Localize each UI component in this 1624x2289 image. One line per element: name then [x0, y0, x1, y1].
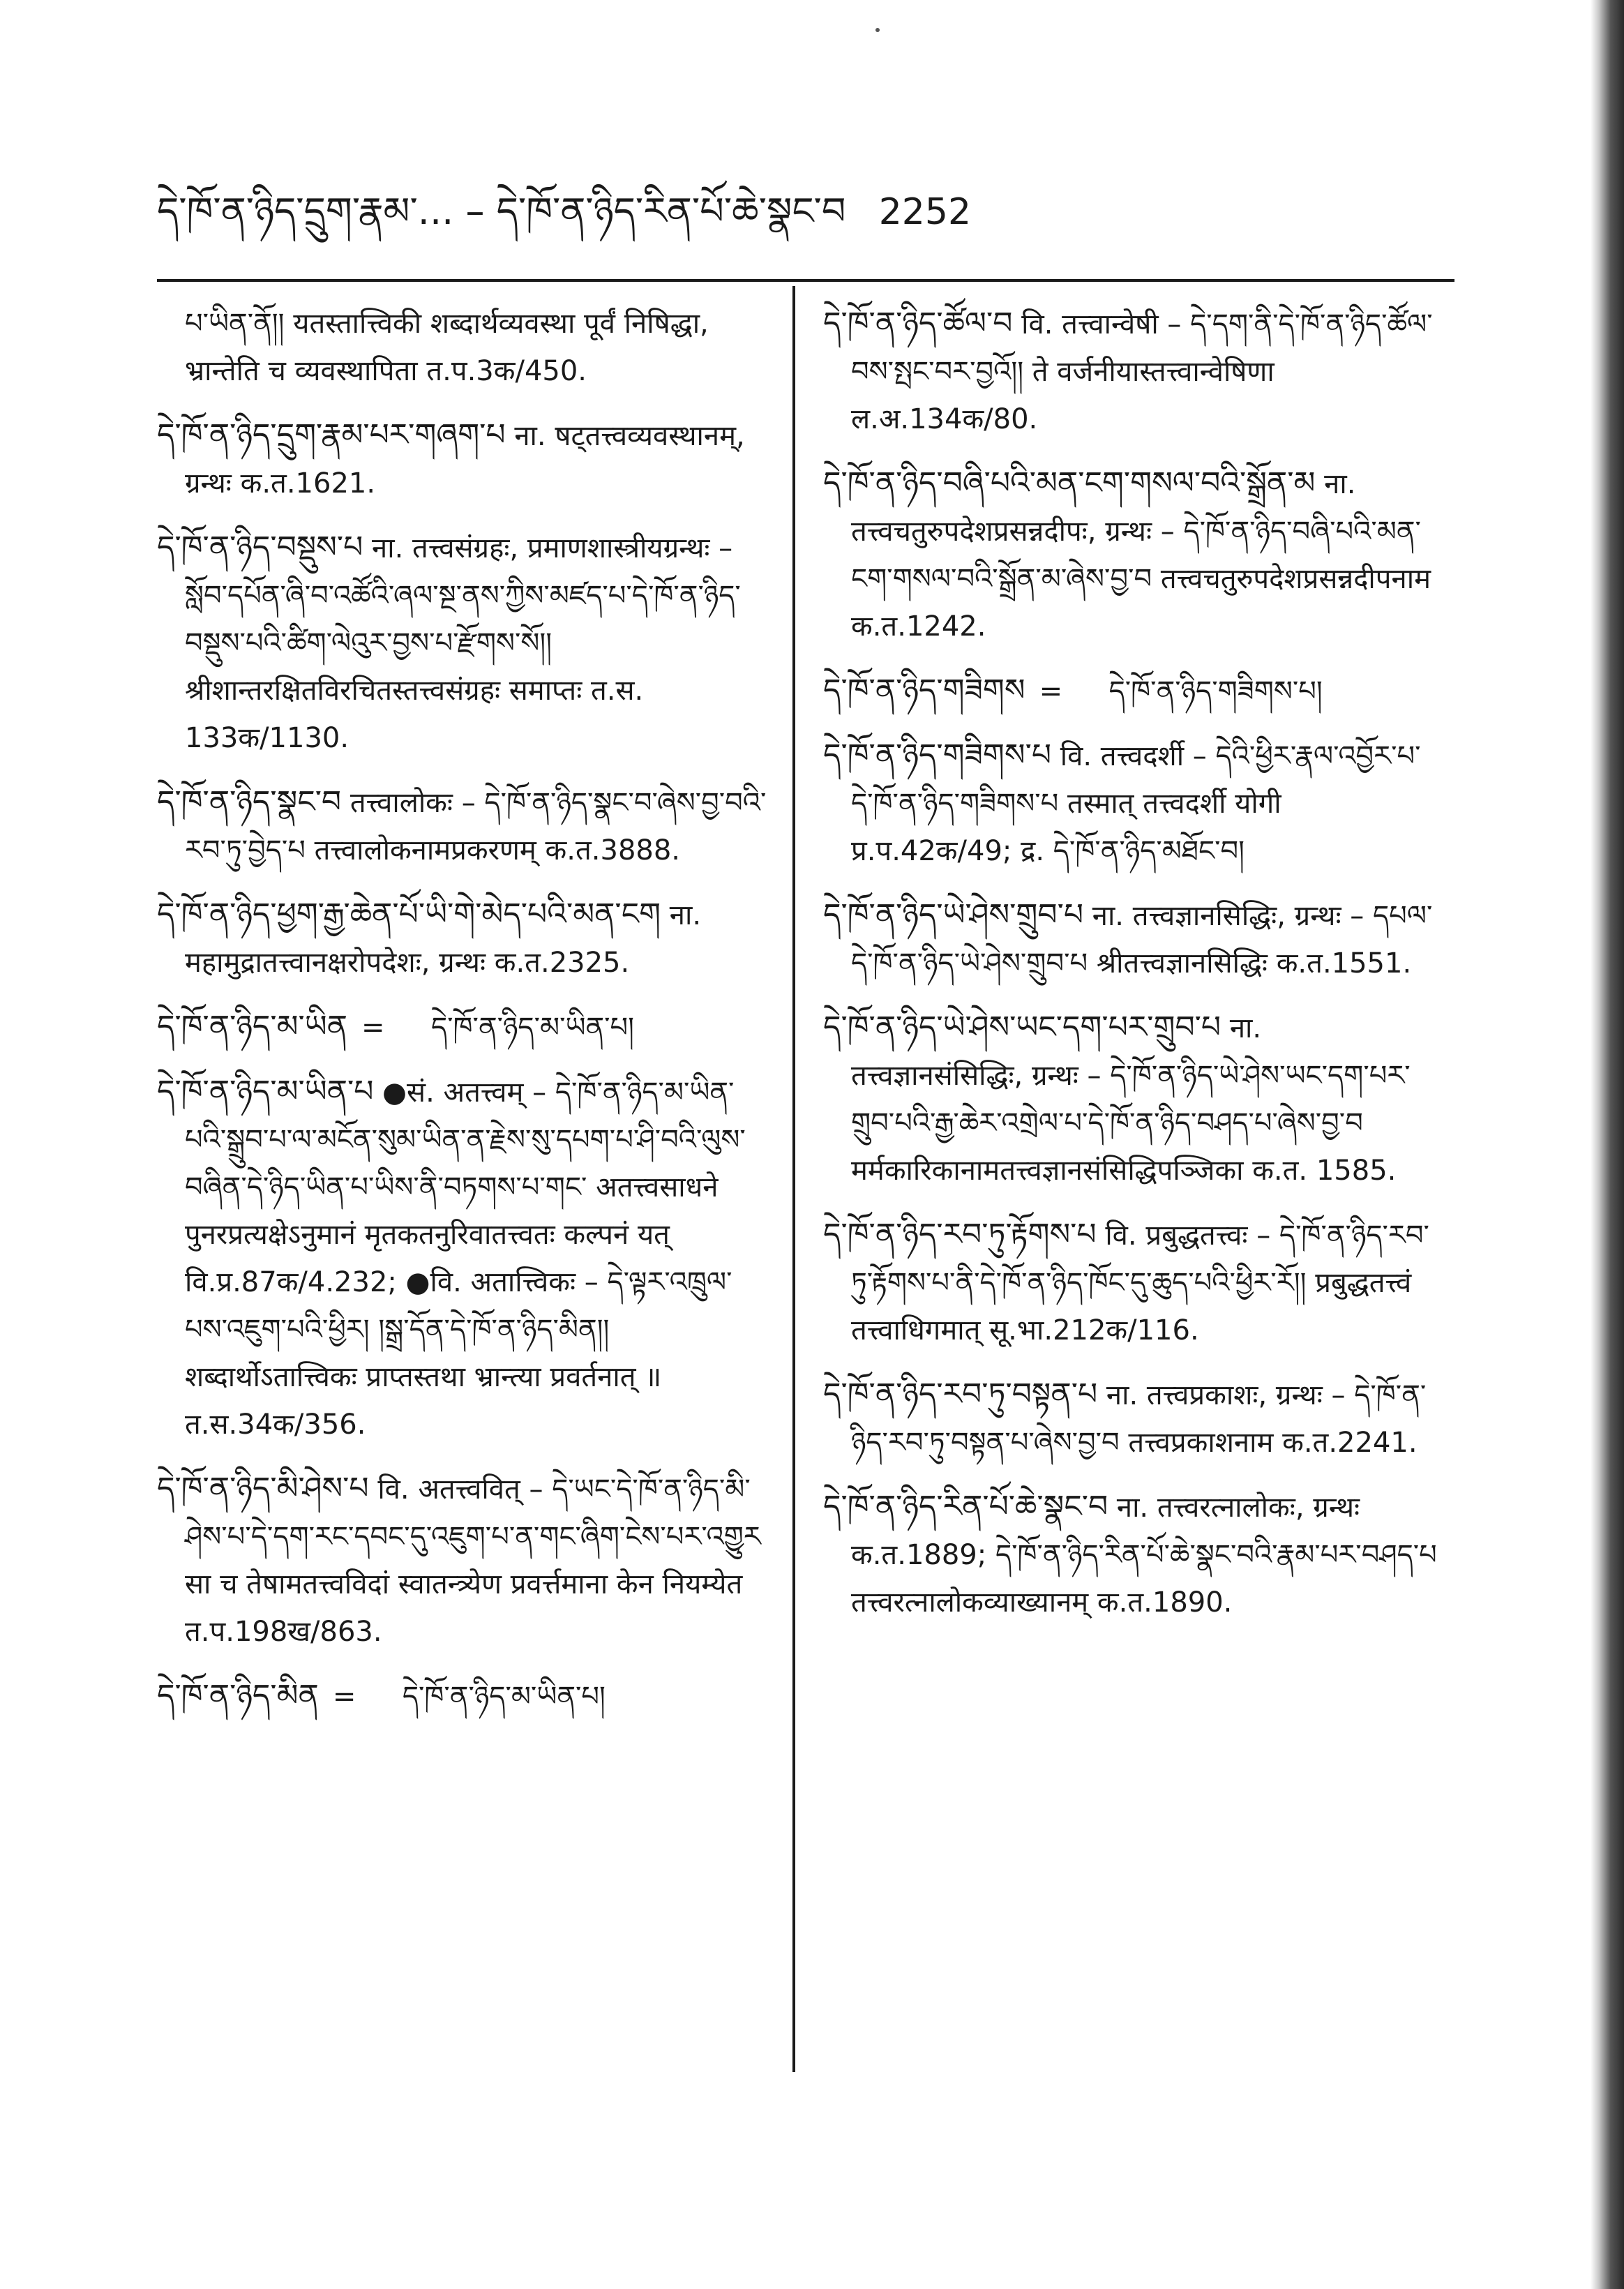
- entry-headword: དེ་ཁོ་ན་ཉིད་ཚོལ་བ: [823, 306, 1013, 341]
- entry-headword: དེ་ཁོ་ན་ཉིད་སྣང་བ: [157, 784, 342, 820]
- dictionary-entry: [823, 892, 1437, 987]
- cross-reference-target: དེ་ཁོ་ན་ཉིད་གཟིགས་པ།: [1108, 675, 1323, 707]
- header-rule: [157, 279, 1454, 282]
- entry-headword: དེ་ཁོ་ན་ཉིད་མིན: [157, 1678, 319, 1713]
- entry-headword: དེ་ཁོ་ན་ཉིད་བསྡུས་པ: [157, 530, 363, 565]
- entry-headword: དེ་ཁོ་ན་ཉིད་བཞི་པའི་མན་ངག་གསལ་བའི་སྒྲོན་མ: [823, 465, 1316, 501]
- dictionary-entry: [157, 779, 771, 874]
- entry-headword: དེ་ཁོ་ན་ཉིད་མ་ཡིན་པ: [157, 1074, 374, 1109]
- dictionary-entry: [823, 300, 1437, 443]
- entry-definition: वि. प्रबुद्धतत्त्वः – དེ་ཁོ་ན་ཉིད་རབ་ཏུ་རྟོགས་པ་ནི་དེ་ཁོ་ན་ཉིད་ཁོང་དུ་ཆུད་པའི་ཕྱིར་རོ།། प्रबुद्धतत्त्वं तत्त्वाधिगमात् सू.भा.212क/116.: [851, 1219, 1429, 1346]
- page-number: 2252: [878, 191, 972, 233]
- cross-reference-entry: དེ་ཁོ་ན་ཉིད་གཟིགས = དེ་ཁོ་ན་ཉིད་གཟིགས་པ།: [823, 673, 1323, 708]
- entry-headword: དེ་ཁོ་ན་ཉིད་རབ་ཏུ་རྟོགས་པ: [823, 1217, 1097, 1252]
- dictionary-entry: [157, 300, 771, 395]
- dictionary-entry: [157, 524, 771, 762]
- entry-definition: तत्त्वालोकः – དེ་ཁོ་ན་ཉིད་སྣང་བ་ཞེས་བྱ་བའི་རབ་ཏུ་བྱེད་པ तत्त्वालोकनामप्रकरणम् क.त.3888.: [185, 787, 767, 866]
- cross-reference-entry: དེ་ཁོ་ན་ཉིད་མིན = དེ་ཁོ་ན་ཉིད་མ་ཡིན་པ།: [157, 1678, 606, 1713]
- entry-definition: वि. तत्त्वदर्शी – དེའི་ཕྱིར་རྣལ་འབྱོར་པ་དེ་ཁོ་ན་ཉིད་གཟིགས་པ तस्मात् तत्त्वदर्शी योगी प्र.प.42क/49; द्र. དེ་ཁོ་ན་ཉིད་མཐོང་བ།: [851, 740, 1421, 867]
- entry-headword: དེ་ཁོ་ན་ཉིད་དྲུག་རྣམ་པར་གཞག་པ: [157, 417, 506, 453]
- dictionary-entry: [823, 460, 1437, 650]
- dictionary-entry: [157, 412, 771, 507]
- entry-definition: ना. षट्तत्त्वव्यवस्थानम्, ग्रन्थः क.त.1621.: [185, 420, 745, 500]
- entry-headword: དེ་ཁོ་ན་ཉིད་ཕྱག་རྒྱ་ཆེན་པོ་ཡི་གེ་མེད་པའི་མན་ངག: [157, 896, 661, 932]
- dictionary-entry: [157, 1068, 771, 1448]
- entry-definition: ना. तत्त्वज्ञानसिद्धिः, ग्रन्थः – དཔལ་དེ་ཁོ་ན་ཉིད་ཡེ་ཤེས་གྲུབ་པ श्रीतत्त्वज्ञानसिद्धिः क.त.1551.: [851, 900, 1433, 980]
- entry-definition: ना. तत्त्वचतुरुपदेशप्रसन्नदीपः, ग्रन्थः – དེ་ཁོ་ན་ཉིད་བཞི་པའི་མན་ངག་གསལ་བའི་སྒྲོན་མ་ཞེས་བྱ་བ तत्त्वचतुरुपदेशप्रसन्नदीपनाम क.त.1242.: [851, 468, 1431, 643]
- entry-headword: དེ་ཁོ་ན་ཉིད་ཡེ་ཤེས་གྲུབ་པ: [823, 897, 1084, 933]
- scan-speck: [875, 28, 880, 32]
- entry-headword: དེ་ཁོ་ན་ཉིད་མི་ཤེས་པ: [157, 1471, 369, 1506]
- entry-definition: वि. तत्त्वान्वेषी – དེ་དག་ནི་དེ་ཁོ་ན་ཉིད་ཚོལ་བས་སྤང་བར་བྱའོ།། ते वर्जनीयास्तत्त्वान्वेषिणा ल.अ.134क/80.: [851, 308, 1433, 435]
- cross-reference-target: དེ་ཁོ་ན་ཉིད་མ་ཡིན་པ།: [402, 1681, 606, 1713]
- dictionary-entry: [157, 891, 771, 986]
- entry-definition: वि. अतत्त्ववित् – དེ་ཡང་དེ་ཁོ་ན་ཉིད་མི་ཤེས་པ་དེ་དག་རང་དབང་དུ་འཇུག་པ་ན་གང་ཞིག་ངེས་པར་འགྱུར सा च तेषामतत्त्वविदां स्वातन्त्र्येण प्रवर्त्तमाना केन नियम्येत त.प.198ख/863.: [185, 1473, 761, 1648]
- entry-definition: ना. तत्त्वरत्नालोकः, ग्रन्थः क.त.1889; དེ་ཁོ་ན་ཉིད་རིན་པོ་ཆེ་སྣང་བའི་རྣམ་པར་བཤད་པ तत्त्वरत्नालोकव्याख्यानम् क.त.1890.: [851, 1492, 1437, 1619]
- page-edge-shadow: [1591, 0, 1624, 2289]
- dictionary-entry: [823, 1004, 1437, 1194]
- entry-headword: དེ་ཁོ་ན་ཉིད་ཡེ་ཤེས་ཡང་དག་པར་གྲུབ་པ: [823, 1010, 1221, 1045]
- header-term-range: དེ་ཁོ་ན་ཉིད་དྲུག་རྣམ་... – དེ་ཁོ་ན་ཉིད་རིན་པོ་ཆེ་སྣང་བ: [157, 189, 846, 233]
- dictionary-entry: [823, 1483, 1437, 1626]
- entry-headword: དེ་ཁོ་ན་ཉིད་རིན་པོ་ཆེ་སྣང་བ: [823, 1489, 1108, 1524]
- running-header: [157, 173, 1203, 250]
- entry-headword: དེ་ཁོ་ན་ཉིད་མ་ཡིན: [157, 1009, 347, 1044]
- left-column: [157, 300, 771, 1737]
- dictionary-entry: [157, 1465, 771, 1656]
- right-column: [823, 300, 1437, 1643]
- column-divider: [792, 286, 795, 2072]
- entry-definition: ना. तत्त्वसंग्रहः, प्रमाणशास्त्रीयग्रन्थः – སློབ་དཔོན་ཞི་བ་འཚོའི་ཞལ་སྔ་ནས་ཀྱིས་མཛད་པ་དེ་ཁོ་ན་ཉིད་བསྡུས་པའི་ཚིག་ལེའུར་བྱས་པ་རྫོགས་སོ།། श्रीशान्तरक्षितविरचितस्तत्त्वसंग्रहः समाप्तः त.स. 133क/1130.: [185, 532, 741, 754]
- dictionary-entry: [823, 732, 1437, 875]
- entry-definition: ना. तत्त्वप्रकाशः, ग्रन्थः – དེ་ཁོ་ན་ཉིད་རབ་ཏུ་བསྟན་པ་ཞེས་བྱ་བ तत्त्वप्रकाशनाम क.त.2241.: [851, 1379, 1427, 1459]
- entry-definition: པ་ཡིན་ནོ།། यतस्तात्त्विकी शब्दार्थव्यवस्था पूर्वं निषिद्धा, भ्रान्तेति च व्यवस्थापिता त.प.3क/450.: [185, 308, 709, 387]
- dictionary-entry: [823, 1211, 1437, 1354]
- dictionary-entry: [823, 1371, 1437, 1466]
- cross-reference-entry: དེ་ཁོ་ན་ཉིད་མ་ཡིན = དེ་ཁོ་ན་ཉིད་མ་ཡིན་པ།: [157, 1009, 635, 1044]
- cross-reference-target: དེ་ཁོ་ན་ཉིད་མ་ཡིན་པ།: [430, 1012, 635, 1044]
- entry-headword: དེ་ཁོ་ན་ཉིད་གཟིགས: [823, 673, 1025, 708]
- entry-definition: ना. महामुद्रातत्त्वानक्षरोपदेशः, ग्रन्थः क.त.2325.: [185, 899, 702, 979]
- entry-definition: ●सं. अतत्त्वम् – དེ་ཁོ་ན་ཉིད་མ་ཡིན་པའི་སྒྲུབ་པ་ལ་མངོན་སུམ་ཡིན་ན་རྗེས་སུ་དཔག་པ་ཤི་བའི་ལུས་བཞིན་དེ་ཉིད་ཡིན་པ་ཡིས་ནི་བཏགས་པ་གང་ अतत्त्वसाधने पुनरप्रत्यक्षेऽनुमानं मृतकतनुरिवातत्त्वतः कल्पनं यत् वि.प्र.87क/4.232; ●वि. अतात्त्विकः – དེ་ལྟར་འཁྲུལ་པས་འཇུག་པའི་ཕྱིར། །སྒྲ་དོན་དེ་ཁོ་ན་ཉིད་མིན།། शब्दार्थोऽतात्त्विकः प्राप्तस्तथा भ्रान्त्या प्रवर्तनात् ॥ त.स.34क/356.: [185, 1076, 746, 1441]
- entry-headword: དེ་ཁོ་ན་ཉིད་གཟིགས་པ: [823, 737, 1052, 773]
- entry-headword: དེ་ཁོ་ན་ཉིད་རབ་ཏུ་བསྟན་པ: [823, 1376, 1098, 1412]
- entry-definition: ना. तत्त्वज्ञानसंसिद्धिः, ग्रन्थः – དེ་ཁོ་ན་ཉིད་ཡེ་ཤེས་ཡང་དག་པར་གྲུབ་པའི་རྒྱ་ཆེར་འགྲེལ་པ་དེ་ཁོ་ན་ཉིད་བཤད་པ་ཞེས་བྱ་བ मर्मकारिकानामतत्त्वज्ञानसंसिद्धिपञ्जिका क.त. 1585.: [851, 1012, 1411, 1187]
